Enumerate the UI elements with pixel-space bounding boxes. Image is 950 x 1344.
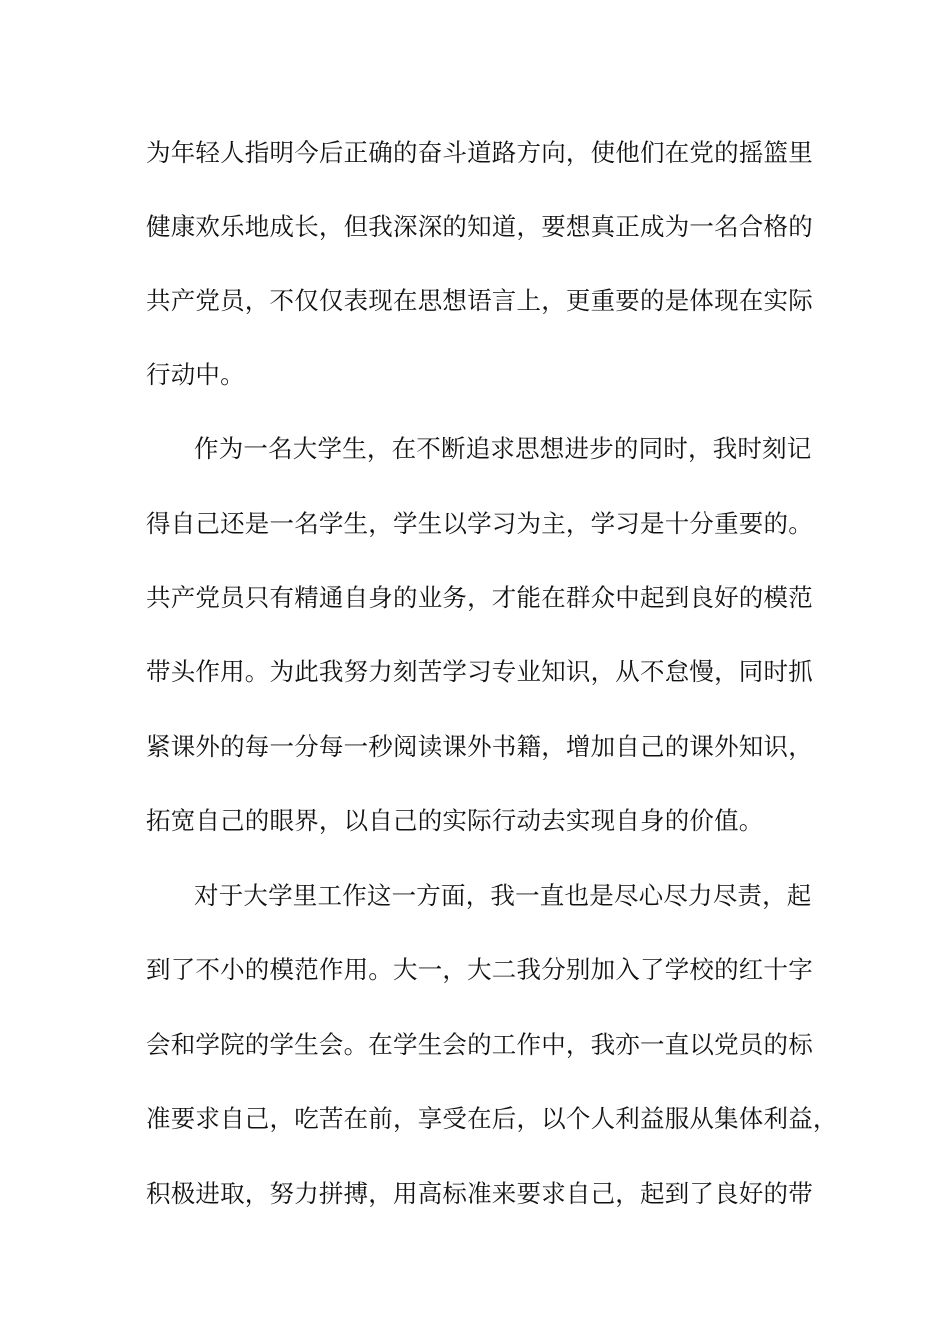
text-line: 行动中。: [146, 360, 245, 389]
paragraph-start-line: 对于大学里工作这一方面，我一直也是尽心尽力尽责，起: [194, 881, 812, 910]
paragraph-start-line: 作为一名大学生，在不断追求思想进步的同时，我时刻记: [194, 434, 812, 463]
text-line: 为年轻人指明今后正确的奋斗道路方向，使他们在党的摇篮里: [146, 138, 813, 167]
text-line: 准要求自己，吃苦在前，享受在后，以个人利益服从集体利益，: [146, 1104, 838, 1133]
text-line: 拓宽自己的眼界，以自己的实际行动去实现自身的价值。: [146, 806, 764, 835]
text-line: 带头作用。为此我努力刻苦学习专业知识，从不怠慢，同时抓: [146, 657, 813, 686]
text-line: 积极进取，努力拼搏，用高标准来要求自己，起到了良好的带: [146, 1179, 813, 1208]
text-line: 得自己还是一名学生，学生以学习为主，学习是十分重要的。: [146, 509, 813, 538]
text-line: 会和学院的学生会。在学生会的工作中，我亦一直以党员的标: [146, 1030, 813, 1059]
text-line: 紧课外的每一分每一秒阅读课外书籍，增加自己的课外知识，: [146, 732, 813, 761]
text-line: 共产党员，不仅仅表现在思想语言上，更重要的是体现在实际: [146, 286, 813, 315]
text-line: 共产党员只有精通自身的业务，才能在群众中起到良好的模范: [146, 583, 813, 612]
text-line: 到了不小的模范作用。大一，大二我分别加入了学校的红十字: [146, 955, 813, 984]
text-line: 健康欢乐地成长，但我深深的知道，要想真正成为一名合格的: [146, 212, 813, 241]
